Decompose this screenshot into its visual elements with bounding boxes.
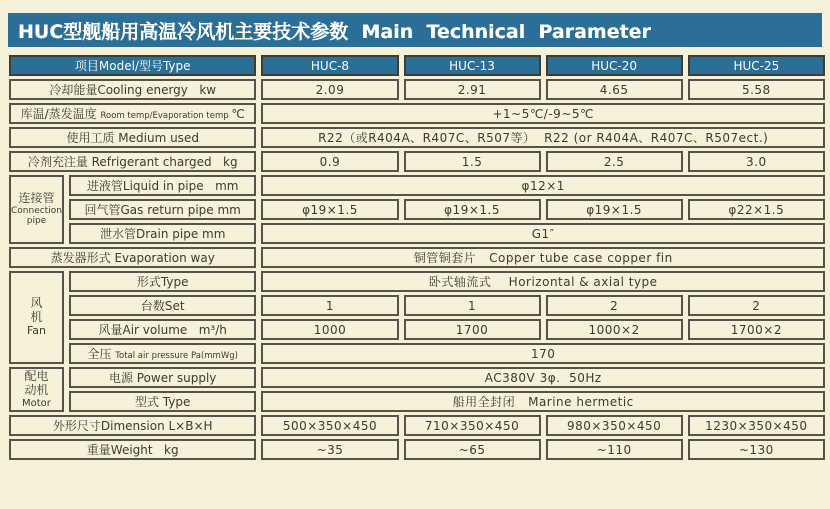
header-item-cell: 项目Model/型号Type xyxy=(9,55,256,76)
evaporation-way-label: 蒸发器形式 Evaporation way xyxy=(9,247,256,268)
room-temp-value: +1~5℃/-9~5℃ xyxy=(261,103,825,124)
row-motor-type xyxy=(9,391,825,412)
cooling-energy-value-huc25: 5.58 xyxy=(688,79,825,100)
drain-pipe-label: 泄水管Drain pipe mm xyxy=(69,223,257,244)
dimension-value-huc8: 500×350×450 xyxy=(261,415,398,436)
motor-type-value: 船用全封闭 Marine hermetic xyxy=(261,391,825,412)
cooling-energy-value-huc20: 4.65 xyxy=(546,79,683,100)
page-title: HUC型舰船用高温冷风机主要技术参数 Main Technical Parameter xyxy=(18,20,651,43)
spec-table xyxy=(4,52,830,463)
air-volume-label: 风量Air volume m³/h xyxy=(69,319,257,340)
refrigerant-value-huc20: 2.5 xyxy=(546,151,683,172)
weight-label: 重量Weight kg xyxy=(9,439,256,460)
row-dimension xyxy=(9,415,825,436)
fan-set-value-huc20: 2 xyxy=(546,295,683,316)
cooling-energy-value-huc13: 2.91 xyxy=(404,79,541,100)
header-model-huc8: HUC-8 xyxy=(261,55,398,76)
cooling-energy-label: 冷却能量Cooling energy kw xyxy=(9,79,256,100)
evaporation-way-value: 铜管铜套片 Copper tube case copper fin xyxy=(261,247,825,268)
dimension-value-huc20: 980×350×450 xyxy=(546,415,683,436)
row-air-volume xyxy=(9,319,825,340)
motor-group-label: 配电 动机 Motor xyxy=(9,367,64,412)
liquid-pipe-label: 进液管Liquid in pipe mm xyxy=(69,175,257,196)
dimension-value-huc25: 1230×350×450 xyxy=(688,415,825,436)
fan-set-value-huc13: 1 xyxy=(404,295,541,316)
fan-set-value-huc25: 2 xyxy=(688,295,825,316)
row-room-temp xyxy=(9,103,825,124)
header-model-huc13: HUC-13 xyxy=(404,55,541,76)
cooling-energy-value-huc8: 2.09 xyxy=(261,79,398,100)
gas-return-value-huc8: φ19×1.5 xyxy=(261,199,398,220)
fan-type-value: 卧式轴流式 Horizontal & axial type xyxy=(261,271,825,292)
row-cooling-energy xyxy=(9,79,825,100)
refrigerant-value-huc25: 3.0 xyxy=(688,151,825,172)
row-drain-pipe xyxy=(9,223,825,244)
air-volume-value-huc13: 1700 xyxy=(404,319,541,340)
title-bar xyxy=(8,13,822,47)
row-refrigerant xyxy=(9,151,825,172)
row-weight xyxy=(9,439,825,460)
gas-return-value-huc13: φ19×1.5 xyxy=(404,199,541,220)
gas-return-label: 回气管Gas return pipe mm xyxy=(69,199,257,220)
medium-used-value: R22（或R404A、R407C、R507等） R22 (or R404A、R407C、R507ect.) xyxy=(261,127,825,148)
gas-return-value-huc25: φ22×1.5 xyxy=(688,199,825,220)
fan-set-value-huc8: 1 xyxy=(261,295,398,316)
weight-value-huc13: ~65 xyxy=(404,439,541,460)
drain-pipe-value: G1″ xyxy=(261,223,825,244)
gas-return-value-huc20: φ19×1.5 xyxy=(546,199,683,220)
total-pressure-value: 170 xyxy=(261,343,825,364)
fan-set-label: 台数Set xyxy=(69,295,257,316)
row-medium-used xyxy=(9,127,825,148)
weight-value-huc20: ~110 xyxy=(546,439,683,460)
connection-pipe-group-label: 连接管 Connection pipe xyxy=(9,175,64,244)
motor-type-label: 型式 Type xyxy=(69,391,257,412)
power-supply-value: AC380V 3φ. 50Hz xyxy=(261,367,825,388)
power-supply-label: 电源 Power supply xyxy=(69,367,257,388)
fan-type-label: 形式Type xyxy=(69,271,257,292)
row-evaporation-way xyxy=(9,247,825,268)
weight-value-huc25: ~130 xyxy=(688,439,825,460)
row-fan-type xyxy=(9,271,825,292)
fan-group-label: 风 机 Fan xyxy=(9,271,64,364)
total-pressure-label: 全压 Total air pressure Pa(mmWg) xyxy=(69,343,257,364)
weight-value-huc8: ~35 xyxy=(261,439,398,460)
refrigerant-label: 冷剂充注量 Refrigerant charged kg xyxy=(9,151,256,172)
header-model-huc25: HUC-25 xyxy=(688,55,825,76)
refrigerant-value-huc8: 0.9 xyxy=(261,151,398,172)
air-volume-value-huc8: 1000 xyxy=(261,319,398,340)
row-gas-return-pipe xyxy=(9,199,825,220)
row-fan-set xyxy=(9,295,825,316)
room-temp-label: 库温/蒸发温度 Room temp/Evaporation temp ℃ xyxy=(9,103,256,124)
air-volume-value-huc25: 1700×2 xyxy=(688,319,825,340)
medium-used-label: 使用工质 Medium used xyxy=(9,127,256,148)
air-volume-value-huc20: 1000×2 xyxy=(546,319,683,340)
row-power-supply xyxy=(9,367,825,388)
liquid-pipe-value: φ12×1 xyxy=(261,175,825,196)
dimension-value-huc13: 710×350×450 xyxy=(404,415,541,436)
header-row xyxy=(9,55,825,76)
dimension-label: 外形尺寸Dimension L×B×H xyxy=(9,415,256,436)
row-liquid-pipe xyxy=(9,175,825,196)
header-model-huc20: HUC-20 xyxy=(546,55,683,76)
row-total-pressure xyxy=(9,343,825,364)
refrigerant-value-huc13: 1.5 xyxy=(404,151,541,172)
